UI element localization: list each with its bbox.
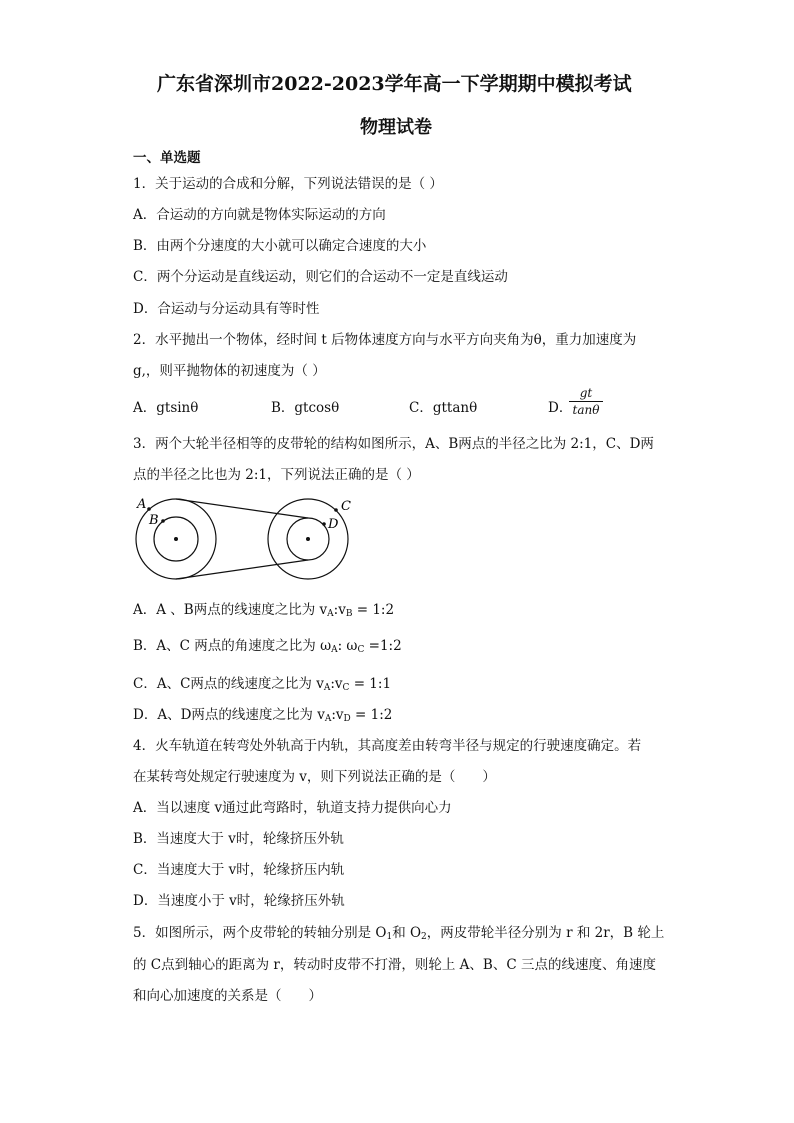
label-d: D — [328, 517, 339, 532]
q2-option-d-fraction — [569, 386, 603, 417]
text: = 1:2 — [352, 602, 395, 618]
q4-option-a: A．当以速度 v通过此弯路时，轨道支持力提供向心力 — [133, 800, 452, 816]
q3-option-b — [133, 634, 402, 655]
text: ，两皮带轮半径分别为 r 和 2r，B 轮上 — [426, 925, 665, 941]
label-b: B — [149, 513, 159, 528]
text: = 1:1 — [349, 676, 392, 692]
q4-stem-line2: 在某转弯处规定行驶速度为 v，则下列说法正确的是（ ） — [133, 769, 496, 785]
q1-option-b: B．由两个分速度的大小就可以确定合速度的大小 — [133, 238, 427, 254]
fraction-denominator: tanθ — [572, 403, 600, 417]
q4-stem-line1: 4．火车轨道在转弯处外轨高于内轨，其高度差由转弯半径与规定的行驶速度确定。若 — [133, 738, 642, 754]
text: :v — [331, 707, 344, 723]
text: =1:2 — [364, 638, 402, 654]
q1-option-a: A．合运动的方向就是物体实际运动的方向 — [133, 207, 386, 223]
text: :v — [330, 676, 343, 692]
exam-title: 广东省深圳市2022-2023学年高一下学期期中模拟考试 — [157, 73, 632, 95]
q2-option-a: A．gtsinθ — [133, 400, 199, 416]
q3-option-d — [133, 703, 392, 724]
right-axle-dot — [306, 537, 310, 541]
q1-stem: 1．关于运动的合成和分解，下列说法错误的是（ ） — [133, 176, 443, 192]
q2-option-b: B．gtcosθ — [271, 400, 340, 416]
left-axle-dot — [174, 537, 178, 541]
point-b-dot — [161, 519, 165, 523]
q3-option-a — [133, 598, 394, 619]
subscript: 1 — [386, 932, 393, 942]
q2-option-c: C．gttanθ — [409, 400, 478, 416]
fraction-bar — [569, 401, 603, 402]
text: :v — [333, 602, 346, 618]
q5-stem-line1 — [133, 921, 664, 942]
q2-stem-line2: g,，则平抛物体的初速度为（ ） — [133, 363, 326, 379]
subscript: D — [343, 714, 351, 724]
belt-lower — [176, 560, 308, 579]
text: C．A、C两点的线速度之比为 v — [133, 676, 324, 692]
belt-upper — [176, 499, 308, 518]
subscript: C — [357, 645, 365, 655]
subscript: A — [331, 645, 338, 655]
exam-subtitle: 物理试卷 — [360, 117, 432, 138]
label-a: A — [137, 497, 147, 512]
label-c: C — [341, 499, 351, 514]
q1-option-d: D．合运动与分运动具有等时性 — [133, 301, 320, 317]
q2-stem-line1: 2．水平抛出一个物体，经时间 t 后物体速度方向与水平方向夹角为θ，重力加速度为 — [133, 332, 637, 348]
subscript: C — [342, 683, 350, 693]
q1-option-c: C．两个分运动是直线运动，则它们的合运动不一定是直线运动 — [133, 269, 508, 285]
section-heading: 一、单选题 — [133, 150, 201, 166]
q4-option-b: B．当速度大于 v时，轮缘挤压外轨 — [133, 831, 344, 847]
q3-stem-line2: 点的半径之比也为 2:1，下列说法正确的是（ ） — [133, 467, 420, 483]
q4-option-d: D．当速度小于 v时，轮缘挤压外轨 — [133, 893, 345, 909]
point-c-dot — [334, 508, 338, 512]
q3-option-c — [133, 672, 391, 693]
subscript: A — [324, 714, 332, 724]
point-a-dot — [147, 507, 151, 511]
q2-option-d-prefix: D． — [548, 400, 573, 416]
subscript: A — [323, 683, 331, 693]
q3-stem-line1: 3．两个大轮半径相等的皮带轮的结构如图所示，A、B两点的半径之比为 2:1，C、D两 — [133, 436, 654, 452]
subscript: 2 — [421, 932, 427, 942]
subscript: A — [327, 609, 334, 619]
text: 5．如图所示，两个皮带轮的转轴分别是 O — [133, 925, 387, 941]
subscript: B — [345, 609, 353, 619]
text: 和 O — [392, 925, 422, 941]
q5-stem-line3: 和向心加速度的关系是（ ） — [133, 988, 322, 1004]
point-d-dot — [322, 522, 326, 526]
text: B．A、C 两点的角速度之比为 ω — [133, 638, 332, 654]
text: D．A、D两点的线速度之比为 v — [133, 707, 325, 723]
fraction-numerator: gt — [579, 386, 593, 400]
q5-stem-line2: 的 C点到轴心的距离为 r，转动时皮带不打滑，则轮上 A、B、C 三点的线速度、角速度 — [133, 957, 656, 973]
belt-pulley-figure — [130, 492, 360, 592]
text: : ω — [337, 638, 358, 654]
q4-option-c: C．当速度大于 v时，轮缘挤压内轨 — [133, 862, 345, 878]
text: A．A 、B两点的线速度之比为 v — [133, 602, 328, 618]
text: = 1:2 — [350, 707, 393, 723]
